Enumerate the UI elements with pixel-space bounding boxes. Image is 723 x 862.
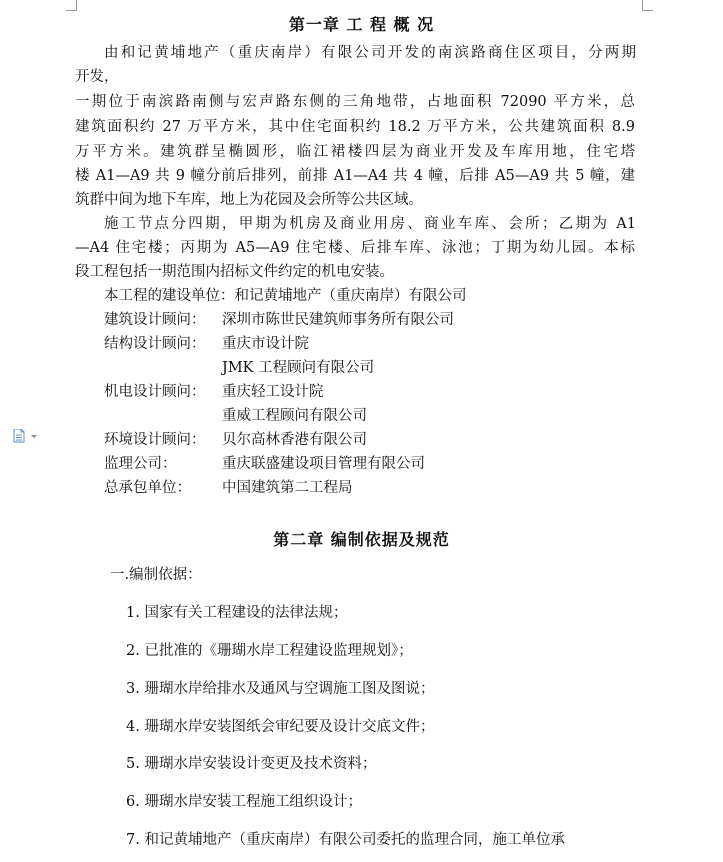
chapter2-title: 第二章 编制依据及规范 — [273, 530, 450, 549]
paragraph-line: 万平方米。建筑群呈椭圆形，临江裙楼四层为商业开发及车库用地，住宅塔 — [75, 144, 635, 160]
consultant-value: 重庆市设计院 — [222, 336, 309, 352]
basis-item: 4. 珊瑚水岸安装图纸会审纪要及设计交底文件； — [126, 719, 435, 735]
consultant-row — [104, 382, 324, 402]
paragraph-line: 施工节点分四期，甲期为机房及商业用房、商业车库、会所；乙期为 A1 — [104, 216, 636, 232]
consultant-value: 重庆联盛建设项目管理有限公司 — [222, 456, 425, 472]
consultant-value: 贝尔高林香港有限公司 — [222, 432, 367, 448]
paragraph-line: 筑群中间为地下车库，地上为花园及会所等公共区域。 — [75, 192, 423, 208]
consultant-row — [104, 310, 454, 330]
paragraph-line: 建筑面积约 27 万平方米，其中住宅面积约 18.2 万平方米，公共建筑面积 8.9 — [75, 119, 635, 135]
owner-line: 本工程的建设单位：和记黄埔地产（重庆南岸）有限公司 — [104, 288, 467, 304]
consultant-value: 重庆轻工设计院 — [222, 384, 324, 400]
basis-item: 7. 和记黄埔地产（重庆南岸）有限公司委托的监理合同，施工单位承 — [126, 832, 565, 848]
consultant-label: 监理公司： — [104, 456, 177, 472]
page-corner-mark-right — [642, 0, 653, 11]
paragraph-line: —A4 住宅楼；丙期为 A5—A9 住宅楼、后排车库、泳池；丁期为幼儿园。本标 — [75, 240, 635, 256]
page-corner-mark-left — [66, 0, 77, 11]
basis-item: 5. 珊瑚水岸安装设计变更及技术资料； — [126, 756, 377, 772]
consultant-row — [104, 430, 367, 450]
document-icon[interactable] — [13, 429, 41, 443]
consultant-label: 结构设计顾问： — [104, 336, 206, 352]
consultant-row — [104, 454, 425, 474]
paragraph-line: 楼 A1—A9 共 9 幢分前后排列，前排 A1—A4 共 4 幢，后排 A5—A9 共 5 幢，建 — [75, 168, 635, 184]
consultant-label: 建筑设计顾问： — [104, 312, 206, 328]
chapter1-title: 第一章 工 程 概 况 — [288, 15, 435, 34]
paragraph-line: 开发， — [75, 69, 119, 85]
basis-item: 6. 珊瑚水岸安装工程施工组织设计； — [126, 794, 362, 810]
consultant-row — [104, 478, 353, 498]
section-subheading: 一.编制依据： — [110, 567, 202, 583]
consultant-label: 机电设计顾问： — [104, 384, 206, 400]
consultant-row — [104, 334, 309, 354]
basis-item: 2. 已批准的《珊瑚水岸工程建设监理规划》； — [126, 643, 413, 659]
consultant-label: 环境设计顾问： — [104, 432, 206, 448]
consultant-value: 深圳市陈世民建筑师事务所有限公司 — [222, 312, 454, 328]
paragraph-line: 由和记黄埔地产（重庆南岸）有限公司开发的南滨路商住区项目，分两期 — [104, 45, 636, 61]
consultant-value: JMK 工程顾问有限公司 — [222, 360, 375, 376]
consultant-value: 重威工程顾问有限公司 — [222, 408, 367, 424]
basis-item: 3. 珊瑚水岸给排水及通风与空调施工图及图说； — [126, 681, 435, 697]
basis-item: 1. 国家有关工程建设的法律法规； — [126, 605, 348, 621]
paragraph-line: 一期位于南滨路南侧与宏声路东侧的三角地带，占地面积 72090 平方米，总 — [75, 94, 635, 110]
consultant-label: 总承包单位： — [104, 480, 191, 496]
consultant-value: 中国建筑第二工程局 — [222, 480, 353, 496]
paragraph-line: 段工程包括一期范围内招标文件约定的机电安装。 — [75, 264, 394, 280]
